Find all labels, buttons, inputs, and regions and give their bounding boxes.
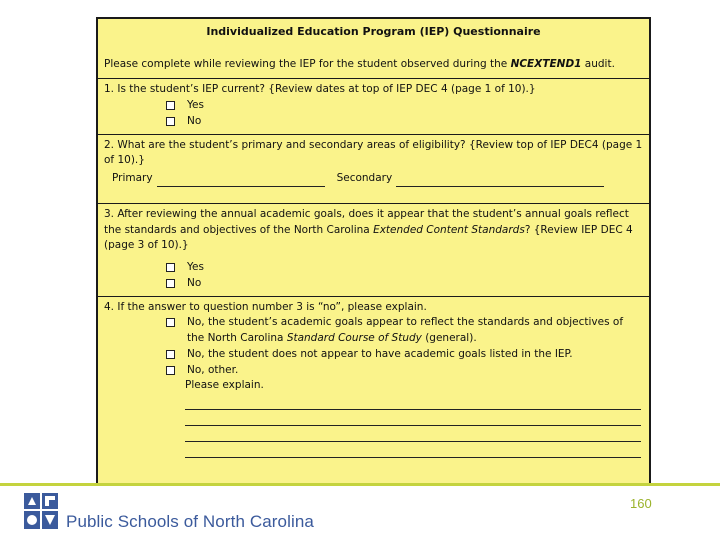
q4-opt1-label [187,315,643,347]
q1-yes-label: Yes [187,99,204,111]
q3-no-label: No [187,276,202,289]
q4-option-3[interactable] [104,363,643,379]
explain-line-4[interactable] [185,442,641,458]
secondary-label: Secondary [336,172,393,184]
org-name: Public Schools of North Carolina [66,512,314,531]
q4-opt1-emphasis: Standard Course of Study [286,332,422,344]
question-1 [98,79,649,134]
question-3-text [104,207,643,254]
explain-line-1[interactable] [185,394,641,410]
q4-opt1-part2: (general). [421,332,477,344]
question-4 [98,297,649,463]
intro-prefix: Please complete while reviewing the IEP for the student observed during the [104,57,511,70]
q1-option-no[interactable] [104,114,643,130]
q4-opt3-label: No, other. [187,363,239,376]
iep-questionnaire-form [96,17,651,485]
page-number: 160 [630,496,652,511]
form-header [98,19,649,79]
q1-option-yes[interactable] [104,98,643,114]
q3-no-checkbox[interactable] [166,279,175,288]
form-intro [104,57,643,73]
q4-option-2[interactable] [104,347,643,363]
q3-option-yes[interactable] [104,260,643,276]
form-title: Individualized Education Program (IEP) Questionnaire [206,25,541,38]
explain-line-3[interactable] [185,426,641,442]
q3-text-part1: 3. After reviewing the annual academic goals, does it appear that the student’s annual goals reflect the standards and objectives of the North Carolina [104,207,629,236]
q4-opt3-checkbox[interactable] [166,366,175,375]
nc-logo-icon [22,491,62,537]
question-2 [98,135,649,204]
q3-yes-label: Yes [187,261,204,273]
q4-opt1-checkbox[interactable] [166,318,175,327]
primary-label: Primary [112,172,153,184]
q3-yes-checkbox[interactable] [166,263,175,272]
q1-no-label: No [187,114,202,127]
question-1-text: 1. Is the student’s IEP current? {Review dates at top of IEP DEC 4 (page 1 of 10).} [104,83,536,96]
q3-option-no[interactable] [104,276,643,292]
q4-opt2-label: No, the student does not appear to have academic goals listed in the IEP. [187,347,573,360]
q4-option-1[interactable] [104,315,643,347]
eligibility-fields [104,171,643,187]
question-2-text: 2. What are the student’s primary and secondary areas of eligibility? {Review top of IEP DEC4 (page 1 of 10).} [104,138,643,167]
intro-emphasis: NCEXTEND1 [510,57,582,70]
footer-band [0,483,720,486]
explain-line-2[interactable] [185,410,641,426]
question-4-text: 4. If the answer to question number 3 is “no”, please explain. [104,300,427,313]
q1-yes-checkbox[interactable] [166,101,175,110]
primary-field[interactable] [157,175,325,187]
q4-opt2-checkbox[interactable] [166,350,175,359]
question-3 [98,204,649,297]
q3-text-part2: ? {Review IEP DEC 4 (page 3 of 10).} [104,223,633,252]
q4-opt1-part1: No, the student’s academic goals appear to reflect the standards and objectives of the North Carolina [187,316,624,344]
secondary-field[interactable] [396,175,604,187]
q3-text-emphasis: Extended Content Standards [373,223,525,236]
please-explain-label: Please explain. [185,379,264,392]
intro-suffix: audit. [581,57,615,70]
q1-no-checkbox[interactable] [166,117,175,126]
